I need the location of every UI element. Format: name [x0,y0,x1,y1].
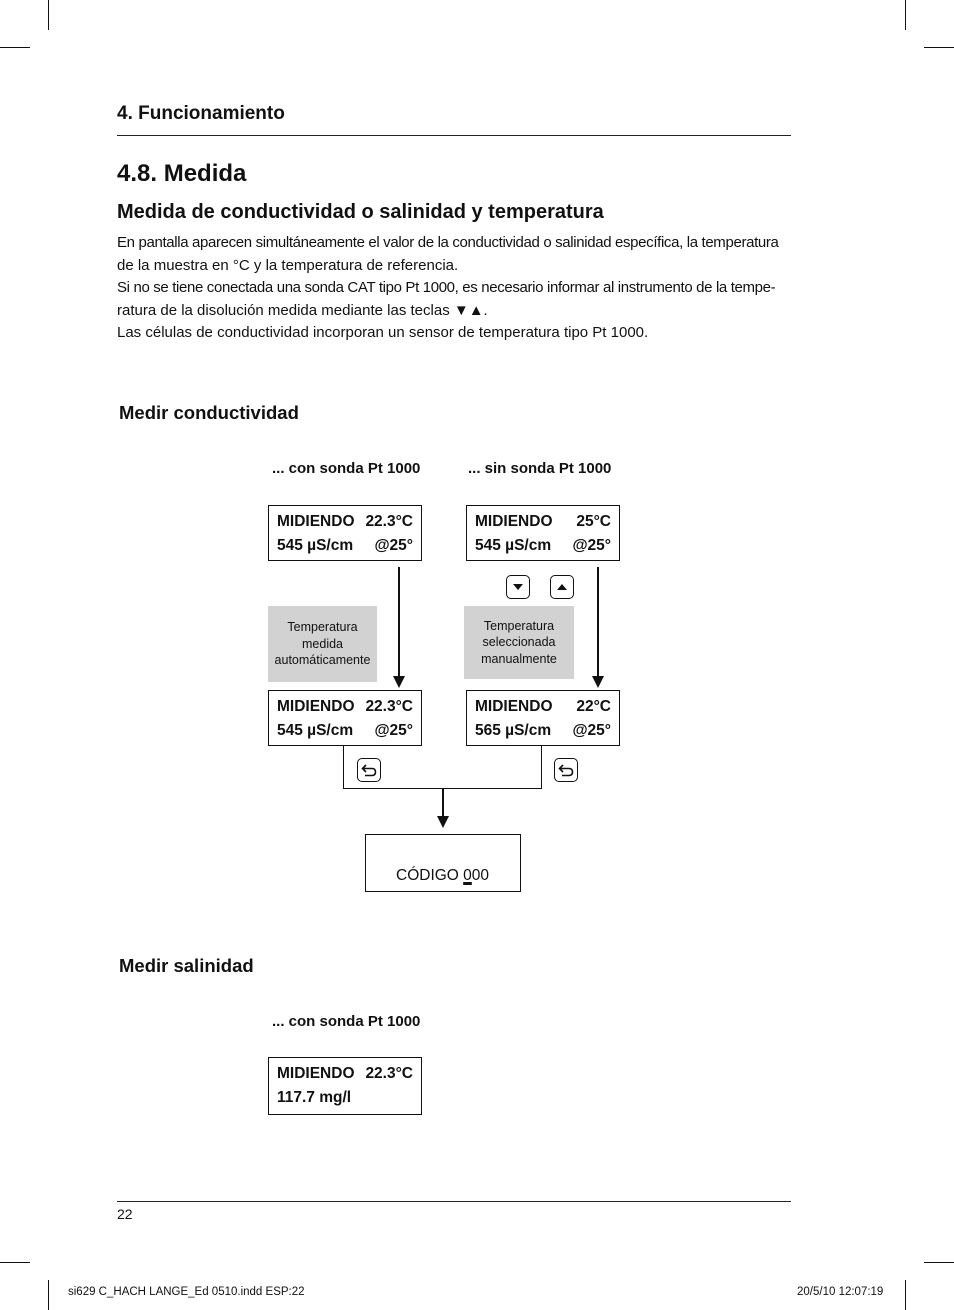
page-title: 4.8. Medida [117,160,247,187]
enter-key-icon [554,758,578,782]
lcd-reference-temp: @25° [374,722,413,739]
intro-line: En pantalla aparecen simultáneamente el valor de la conductividad o salinidad específica, la temperatura [117,234,779,251]
salinidad-heading: Medir salinidad [119,955,254,976]
note-line: seleccionada [482,635,556,650]
section-header: 4. Funcionamiento [117,103,285,124]
flow-line [343,745,344,789]
code-label: CÓDIGO [396,867,464,884]
flow-arrow-head [393,676,405,688]
lcd-reference-temp: @25° [374,537,413,554]
intro-text [117,232,791,345]
lcd-status: MIDIENDO [475,513,553,530]
crop-mark [924,47,954,48]
intro-line: Si no se tiene conectada una sonda CAT tipo Pt 1000, es necesario informar al instrumento de la tempe- [117,279,776,296]
lcd-conductivity: 545 µS/cm [277,537,354,554]
lcd-display-salinity [268,1057,422,1115]
down-key-icon [506,575,530,599]
note-auto-temp [268,606,377,682]
footer-rule [117,1201,791,1202]
lcd-temperature: 22.3°C [365,698,413,715]
lcd-temperature: 22.3°C [365,513,413,530]
lcd-status: MIDIENDO [475,698,553,715]
lcd-code-display [365,834,521,892]
intro-line: de la muestra en °C y la temperatura de referencia. [117,256,459,274]
flow-arrow-head [592,676,604,688]
code-text [396,867,489,885]
crop-mark [924,1262,954,1263]
header-rule [117,135,791,136]
note-line: Temperatura [483,618,555,633]
note-manual-temp [464,606,574,679]
note-line: automáticamente [274,653,371,668]
footer-timestamp: 20/5/10 12:07:19 [797,1286,884,1298]
note-line: medida [302,636,343,651]
crop-mark [48,0,49,30]
lcd-temperature: 25°C [576,513,611,530]
enter-key-icon [357,758,381,782]
flow-arrow-line [597,567,599,677]
lcd-display-auto-top [268,505,422,561]
flow-arrow-line [442,789,444,817]
lcd-status: MIDIENDO [277,513,355,530]
lcd-temperature: 22°C [576,698,611,715]
crop-mark [0,1262,30,1263]
crop-mark [905,1280,906,1310]
lcd-status: MIDIENDO [277,1065,355,1082]
lcd-temperature: 22.3°C [365,1065,413,1082]
conductividad-heading: Medir conductividad [119,402,299,423]
page-number: 22 [117,1206,133,1222]
code-digits: 00 [471,867,490,884]
intro-line: Las células de conductividad incorporan un sensor de temperatura tipo Pt 1000. [117,324,649,341]
lcd-conductivity: 565 µS/cm [475,722,552,739]
note-line: manualmente [481,651,557,666]
crop-mark [0,47,30,48]
note-line: Temperatura [287,620,358,635]
lcd-display-auto-bottom [268,690,422,746]
flow-line [541,745,542,789]
flow-arrow-line [398,567,400,677]
col-label-con-sonda: ... con sonda Pt 1000 [272,1013,421,1030]
lcd-salinity: 117.7 mg/l [277,1089,352,1106]
lcd-reference-temp: @25° [572,722,611,739]
code-cursor-digit: 0 [463,867,472,884]
up-key-icon [550,575,574,599]
intro-line: ratura de la disolución medida mediante las teclas ▼▲. [117,301,488,319]
crop-mark [905,0,906,30]
lcd-status: MIDIENDO [277,698,355,715]
lcd-reference-temp: @25° [572,537,611,554]
col-label-con-sonda: ... con sonda Pt 1000 [272,460,421,477]
flow-arrow-head [437,816,449,828]
page-subtitle: Medida de conductividad o salinidad y temperatura [117,201,604,223]
lcd-conductivity: 545 µS/cm [277,722,354,739]
lcd-display-manual-bottom [466,690,620,746]
col-label-sin-sonda: ... sin sonda Pt 1000 [468,460,612,477]
lcd-conductivity: 545 µS/cm [475,537,552,554]
footer-file-info: si629 C_HACH LANGE_Ed 0510.indd ESP:22 [68,1286,305,1298]
crop-mark [48,1280,49,1310]
lcd-display-manual-top [466,505,620,561]
